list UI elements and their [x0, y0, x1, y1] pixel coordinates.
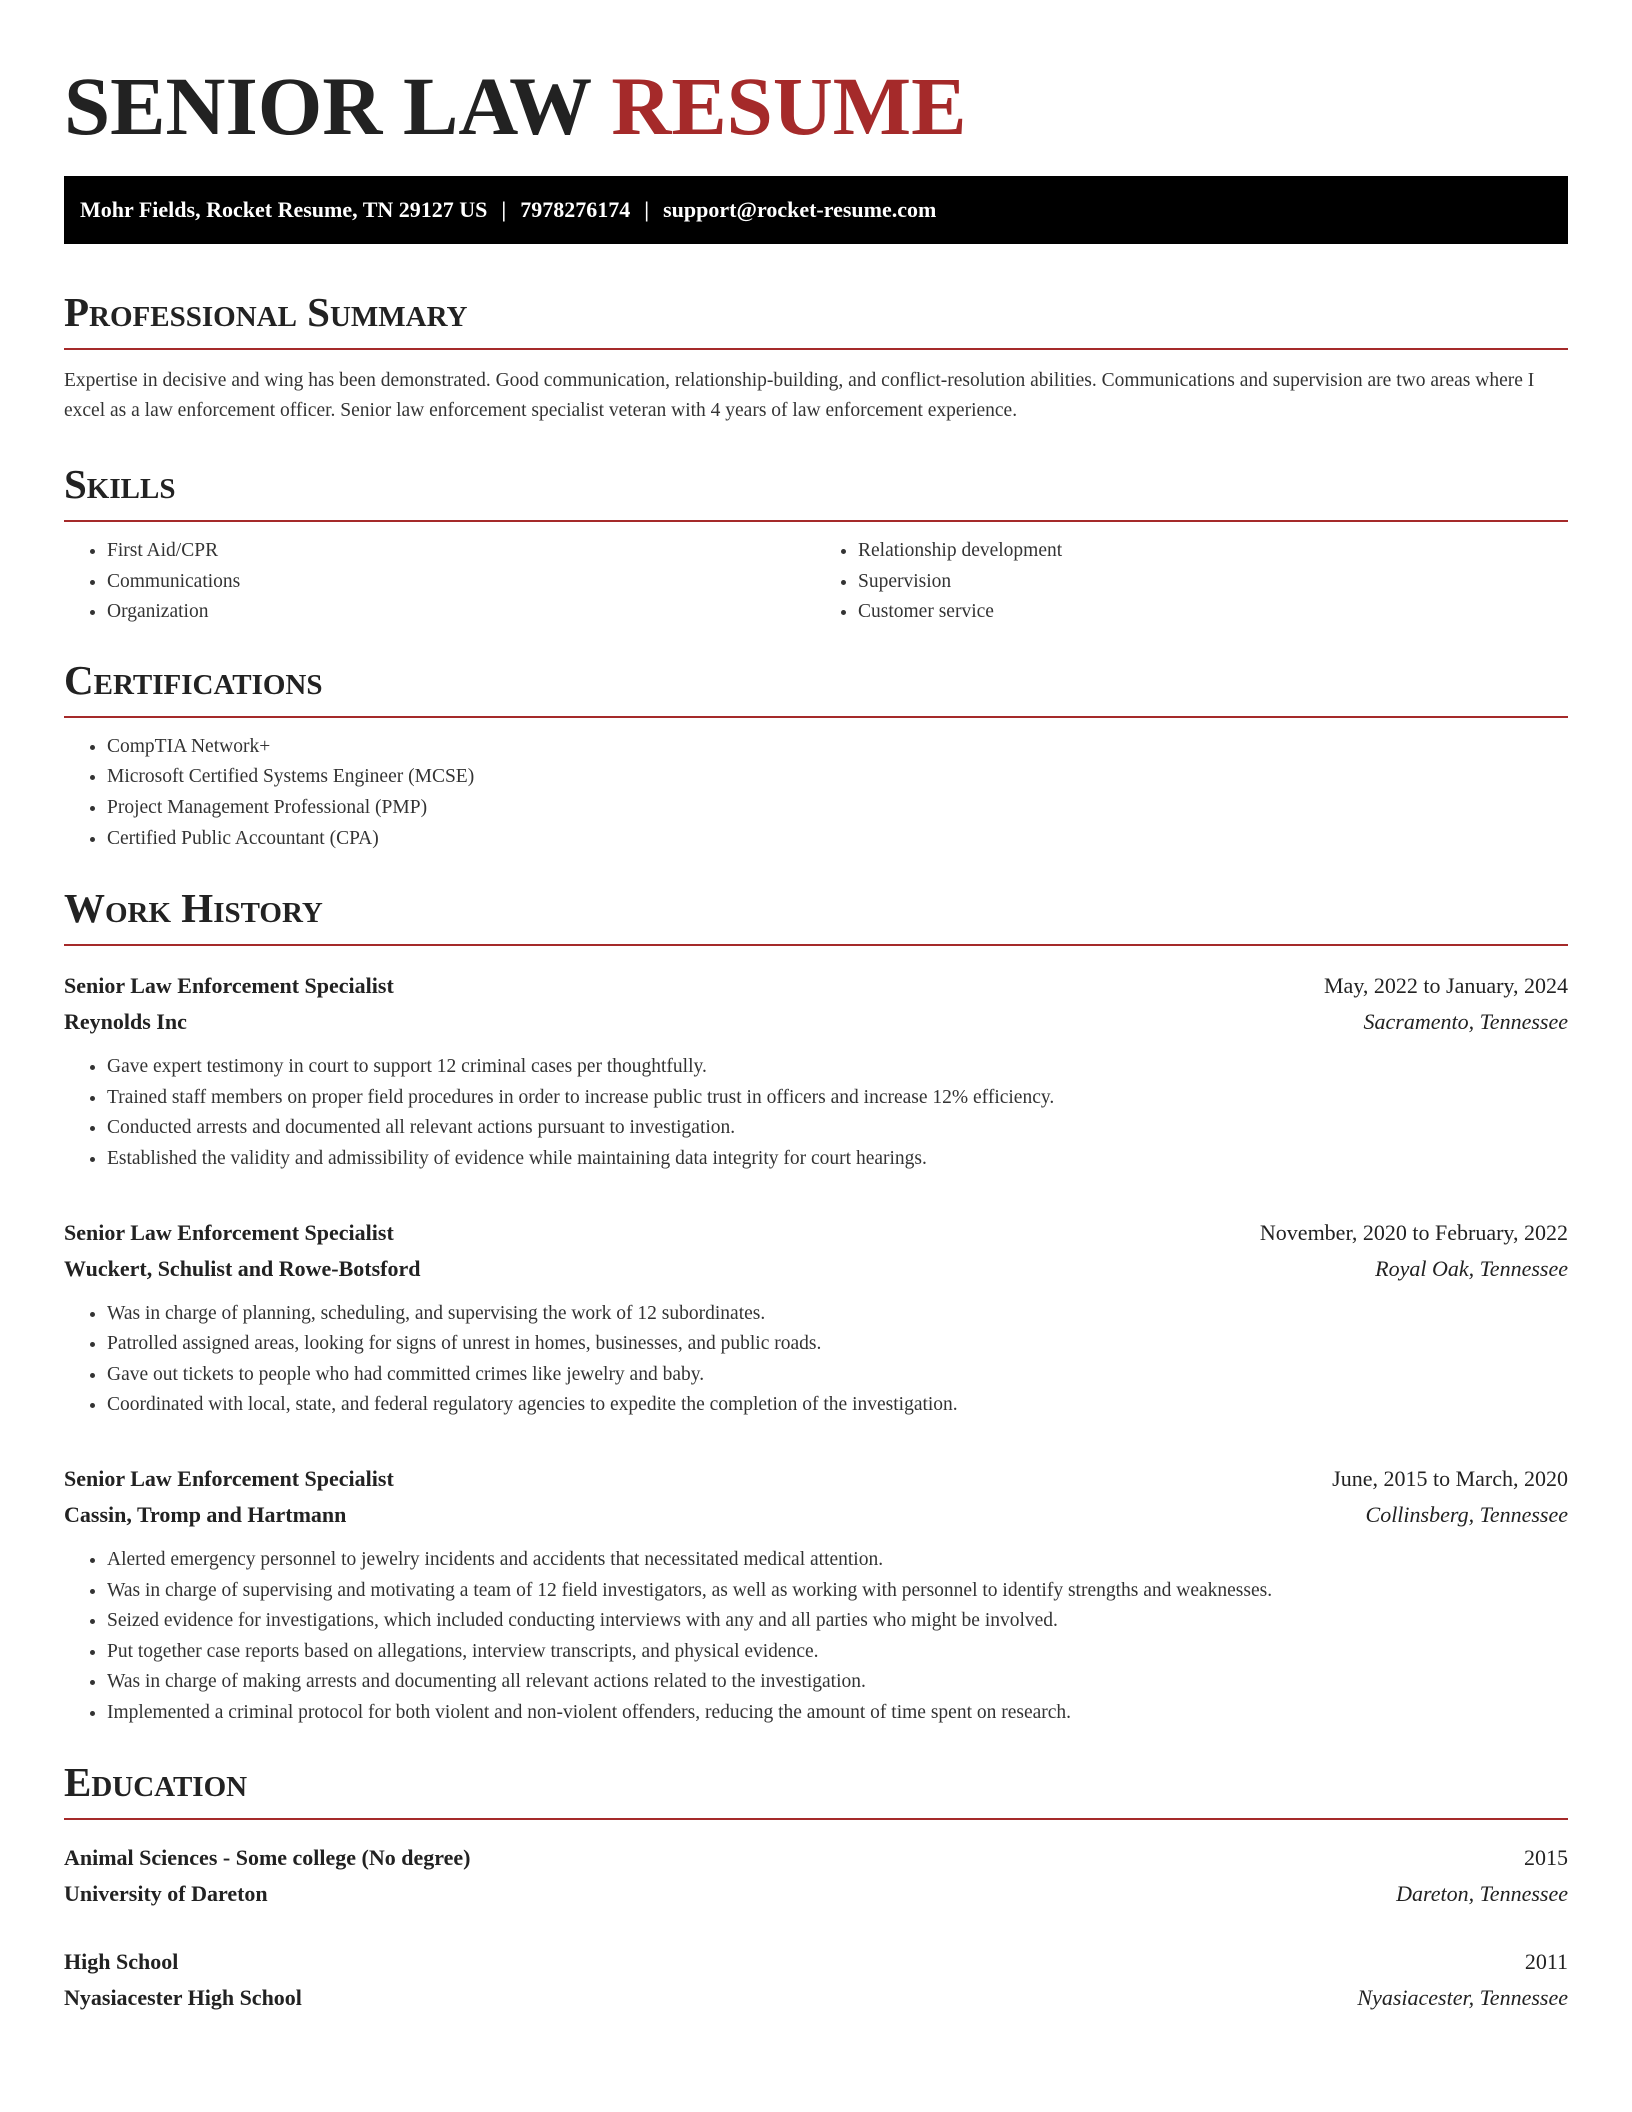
education-year: 2015: [1524, 1845, 1568, 1871]
education-school-row: [64, 1980, 1568, 2016]
contact-separator: |: [644, 197, 650, 222]
section-divider: [64, 1818, 1568, 1820]
section-title-skills: Skills: [64, 461, 176, 507]
summary-text: Expertise in decisive and wing has been demonstrated. Good communication, relationship-building, and conflict-resolution abilities. Communications and supervision are two areas where I excel as a law enforcement officer. Senior law enforcement specialist veteran with 4 years of law enforcement experience.: [64, 370, 1535, 421]
certification-item: • Certified Public Accountant (CPA): [107, 824, 1568, 855]
section-title-work-history: Work History: [64, 885, 323, 932]
job-header-row: [64, 968, 1568, 1004]
skill-item: • First Aid/CPR: [107, 536, 817, 567]
skill-item: • Relationship development: [858, 536, 1568, 567]
skill-item: • Communications: [107, 567, 817, 598]
education-degree: Animal Sciences - Some college (No degree): [64, 1845, 471, 1871]
job-header-row: [64, 1461, 1568, 1497]
job-bullet: • Alerted emergency personnel to jewelry incidents and accidents that necessitated medical attention.: [107, 1545, 1568, 1576]
job-dates: June, 2015 to March, 2020: [1332, 1465, 1568, 1491]
job-company-row: [64, 1004, 1568, 1040]
contact-bar: [64, 176, 1568, 244]
section-title-summary: Professional Summary: [64, 289, 468, 335]
job-bullet: • Put together case reports based on allegations, interview transcripts, and physical evidence.: [107, 1637, 1568, 1668]
skill-item: • Customer service: [858, 597, 1568, 628]
job-location: Royal Oak, Tennessee: [1375, 1255, 1568, 1281]
job-role: Senior Law Enforcement Specialist: [64, 1465, 394, 1491]
job-role: Senior Law Enforcement Specialist: [64, 973, 394, 999]
job-bullets: [64, 1052, 1568, 1174]
job-company: Wuckert, Schulist and Rowe-Botsford: [64, 1255, 421, 1281]
job-location: Collinsberg, Tennessee: [1365, 1501, 1568, 1527]
job-bullet: • Conducted arrests and documented all relevant actions pursuant to investigation.: [107, 1113, 1568, 1144]
job-bullets: [64, 1545, 1568, 1729]
contact-email: support@rocket-resume.com: [663, 197, 937, 222]
section-title-education: Education: [64, 1759, 248, 1806]
certification-item: • Project Management Professional (PMP): [107, 793, 1568, 824]
job-company: Cassin, Tromp and Hartmann: [64, 1501, 347, 1527]
job-company-row: [64, 1497, 1568, 1533]
education-degree: High School: [64, 1949, 179, 1975]
job-entry: [64, 1461, 1568, 1729]
job-entry: [64, 1215, 1568, 1421]
job-bullet: • Was in charge of supervising and motivating a team of 12 field investigators, as well as working with personnel to identify strengths and weaknesses.: [107, 1576, 1568, 1607]
contact-address: Mohr Fields, Rocket Resume, TN 29127 US: [80, 197, 488, 222]
job-dates: May, 2022 to January, 2024: [1324, 973, 1568, 999]
summary-section: [64, 288, 1568, 426]
education-school-row: [64, 1876, 1568, 1912]
job-bullet: • Established the validity and admissibility of evidence while maintaining data integrity for court hearings.: [107, 1144, 1568, 1175]
work-history-section: [64, 884, 1568, 1728]
contact-separator: |: [501, 197, 507, 222]
section-title-certifications: Certifications: [64, 656, 323, 703]
education-school: University of Dareton: [64, 1881, 268, 1907]
skill-item: • Organization: [107, 597, 817, 628]
title-main: SENIOR LAW: [64, 60, 612, 152]
skills-grid: [64, 522, 1568, 628]
title-accent: RESUME: [611, 60, 967, 152]
education-entry: [64, 1944, 1568, 2016]
education-entry: [64, 1840, 1568, 1912]
job-bullet: • Implemented a criminal protocol for both violent and non-violent offenders, reducing the amount of time spent on research.: [107, 1698, 1568, 1729]
education-school: Nyasiacester High School: [64, 1985, 302, 2011]
resume-title: [64, 0, 1568, 156]
certifications-list: [64, 732, 1568, 854]
contact-phone: 7978276174: [520, 197, 631, 222]
skills-list-right: [817, 536, 1568, 628]
certification-item: • Microsoft Certified Systems Engineer (MCSE): [107, 762, 1568, 793]
job-bullet: • Gave out tickets to people who had committed crimes like jewelry and baby.: [107, 1360, 1568, 1391]
section-divider: [64, 716, 1568, 718]
job-bullet: • Trained staff members on proper field procedures in order to increase public trust in officers and increase 12% efficiency.: [107, 1083, 1568, 1114]
education-section: [64, 1758, 1568, 2016]
education-location: Nyasiacester, Tennessee: [1357, 1985, 1568, 2011]
education-year: 2011: [1524, 1949, 1568, 1975]
education-location: Dareton, Tennessee: [1396, 1881, 1568, 1907]
job-bullet: • Coordinated with local, state, and federal regulatory agencies to expedite the completion of the investigation.: [107, 1390, 1568, 1421]
job-bullet: • Gave expert testimony in court to support 12 criminal cases per thoughtfully.: [107, 1052, 1568, 1083]
job-bullet: • Seized evidence for investigations, which included conducting interviews with any and all parties who might be involved.: [107, 1606, 1568, 1637]
job-company: Reynolds Inc: [64, 1009, 187, 1035]
education-degree-row: [64, 1944, 1568, 1980]
job-dates: November, 2020 to February, 2022: [1259, 1219, 1568, 1245]
job-entry: [64, 968, 1568, 1174]
section-divider: [64, 348, 1568, 350]
job-bullets: [64, 1299, 1568, 1421]
skills-list-left: [64, 536, 817, 628]
job-header-row: [64, 1215, 1568, 1251]
job-role: Senior Law Enforcement Specialist: [64, 1219, 394, 1245]
skills-section: [64, 460, 1568, 628]
section-divider: [64, 944, 1568, 946]
job-bullet: • Was in charge of planning, scheduling, and supervising the work of 12 subordinates.: [107, 1299, 1568, 1330]
job-bullet: • Was in charge of making arrests and documenting all relevant actions related to the investigation.: [107, 1667, 1568, 1698]
education-degree-row: [64, 1840, 1568, 1876]
skill-item: • Supervision: [858, 567, 1568, 598]
job-bullet: • Patrolled assigned areas, looking for signs of unrest in homes, businesses, and public roads.: [107, 1329, 1568, 1360]
job-location: Sacramento, Tennessee: [1363, 1009, 1568, 1035]
certification-item: • CompTIA Network+: [107, 732, 1568, 763]
job-company-row: [64, 1251, 1568, 1287]
certifications-section: [64, 656, 1568, 854]
